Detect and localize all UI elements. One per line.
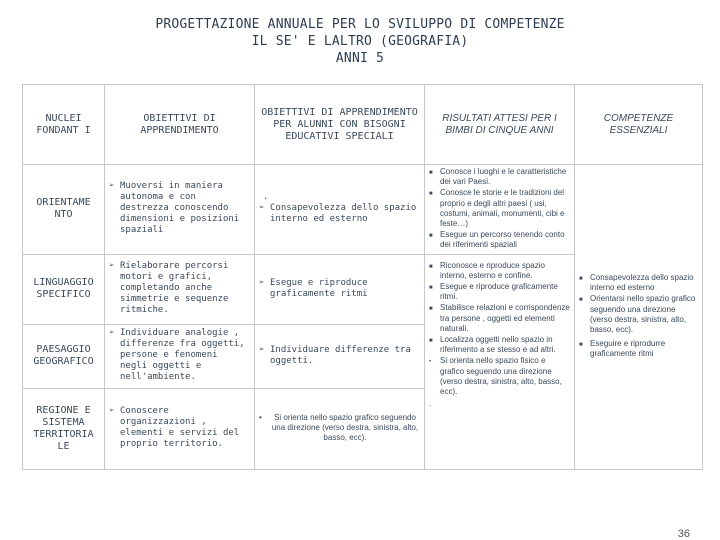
bes-text: Si orienta nello spazio grafico seguendo una direzione (verso destra, sinistra, alto, basso, ecc). <box>271 413 419 443</box>
obiettivo-cell <box>105 388 255 469</box>
list-item <box>429 188 570 229</box>
obiettivo-cell <box>105 165 255 255</box>
obiettivo-text: Individuare analogie , differenze fra oggetti, persone e fenomeni negli oggetti e nell'ambiente. <box>120 328 245 383</box>
competenza-text: Consapevolezza dello spazio interno ed esterno <box>590 273 694 293</box>
risultato-text: Conosce le storie e le tradizioni del proprio e degli altri paesi ( usi, costumi, animali, monumenti, cibi e feste…) <box>440 188 565 229</box>
list-item <box>109 181 250 236</box>
header-nuclei: NUCLEI FONDANT I <box>23 85 105 165</box>
square-bullet-icon: ■ <box>579 276 583 282</box>
risultato-text: Esegue e riproduce graficamente ritmi. <box>440 282 558 302</box>
title-line-2: IL SE' E LALTRO (GEOGRAFIA) <box>251 34 469 49</box>
list-item <box>429 230 570 250</box>
square-bullet-icon: ■ <box>429 306 433 313</box>
competenza-text: Eseguire e riprodurre graficamente ritmi <box>590 339 666 359</box>
square-bullet-icon: ■ <box>429 263 433 270</box>
list-item <box>429 282 570 302</box>
square-bullet-icon: ■ <box>579 297 583 304</box>
arrow-bullet-icon: ➢ <box>109 406 115 417</box>
list-item <box>259 345 420 367</box>
list-item <box>109 406 250 450</box>
bes-dot: . <box>263 192 269 203</box>
risultato-text: Localizza oggetti nello spazio in riferimento a se stesso e ad altri. <box>440 335 556 355</box>
arrow-bullet-icon: ➢ <box>259 344 265 355</box>
list-item <box>579 339 698 359</box>
obiettivo-text: Rielaborare percorsi motori e grafici, completando anche simmetrie e sequenze ritmiche. <box>120 261 229 316</box>
square-bullet-icon: ■ <box>429 191 433 198</box>
dot-bullet-icon: • <box>429 359 432 366</box>
risultato-text: Riconosce e riproduce spazio interno, esterno e confine. <box>440 260 545 280</box>
header-obiettivi-bes: OBIETTIVI DI APPRENDIMENTO PER ALUNNI CON BISOGNI EDUCATIVI SPECIALI <box>255 85 425 165</box>
risultati-top-cell <box>425 165 575 255</box>
arrow-bullet-icon: ➢ <box>109 181 115 192</box>
bes-text: Esegue e riproduce graficamente ritmi <box>270 277 368 299</box>
competenza-text: Orientarsi nello spazio grafico seguendo una direzione (verso destra, sinistra, alto, basso, ecc). <box>590 294 696 335</box>
table-row <box>23 165 703 255</box>
bes-text: Individuare differenze tra oggetti. <box>270 344 411 366</box>
arrow-bullet-icon: ➢ <box>109 261 115 272</box>
header-risultati: RISULTATI ATTESI PER I BIMBI DI CINQUE ANNI <box>425 85 575 165</box>
bes-cell <box>255 324 425 388</box>
nucleo-cell: PAESAGGIO GEOGRAFICO <box>23 324 105 388</box>
nucleo-cell: ORIENTAME NTO <box>23 165 105 255</box>
arrow-bullet-icon: ➢ <box>109 328 115 339</box>
square-bullet-icon: ■ <box>429 338 433 345</box>
list-item <box>429 356 570 397</box>
square-bullet-icon: ■ <box>429 170 433 176</box>
curriculum-table <box>22 84 703 470</box>
header-row <box>23 85 703 165</box>
obiettivo-text: Conoscere organizzazioni , elementi e servizi del proprio territorio. <box>120 406 240 450</box>
nucleo-cell: REGIONE E SISTEMA TERRITORIA LE <box>23 388 105 469</box>
list-item <box>109 261 250 316</box>
list-item <box>579 273 698 293</box>
risultato-text: Si orienta nello spazio fisico e grafico seguendo una direzione (verso destra, sinistra, alto, basso, ecc). <box>440 356 562 397</box>
arrow-bullet-icon: ➢ <box>259 203 265 214</box>
page-number: 36 <box>677 528 690 540</box>
arrow-bullet-icon: ➢ <box>259 277 265 288</box>
risultati-bottom-cell <box>425 254 575 469</box>
list-item <box>429 303 570 334</box>
square-bullet-icon: ■ <box>579 342 583 349</box>
title-line-1: PROGETTAZIONE ANNUALE PER LO SVILUPPO DI COMPETENZE <box>155 17 565 32</box>
list-item <box>259 278 420 300</box>
bes-cell <box>255 254 425 324</box>
risultati-end-dot: . <box>429 399 432 409</box>
list-item <box>429 261 570 281</box>
risultato-text: Stabilisce relazioni e corrispondenze tra persone , oggetti ed elementi naturali. <box>440 303 570 333</box>
title-line-3: ANNI 5 <box>335 51 385 66</box>
list-item <box>259 413 420 443</box>
list-item <box>429 335 570 355</box>
bes-cell <box>255 388 425 469</box>
header-obiettivi: OBIETTIVI DI APPRENDIMENTO <box>105 85 255 165</box>
list-item <box>109 328 250 383</box>
list-item <box>259 203 420 225</box>
header-competenze: COMPETENZE ESSENZIALI <box>575 85 703 165</box>
risultato-text: Conosce i luoghi e le caratteristiche dei vari Paesi. <box>440 167 567 187</box>
page-title <box>0 16 720 67</box>
competenze-cell <box>575 165 703 470</box>
nucleo-cell: LINGUAGGIO SPECIFICO <box>23 254 105 324</box>
square-bullet-icon: ■ <box>429 233 433 240</box>
dot-bullet-icon: • <box>259 413 262 423</box>
bes-cell <box>255 165 425 255</box>
square-bullet-icon: ■ <box>429 285 433 292</box>
obiettivo-cell <box>105 324 255 388</box>
list-item <box>579 294 698 335</box>
bes-text: Consapevolezza dello spazio interno ed esterno <box>270 203 417 225</box>
obiettivo-cell <box>105 254 255 324</box>
list-item <box>429 167 570 187</box>
obiettivo-text: Muoversi in maniera autonoma e con destrezza conoscendo dimensioni e posizioni spaziali <box>120 181 240 236</box>
risultato-text: Esegue un percorso tenendo conto dei riferimenti spaziali <box>440 230 565 250</box>
